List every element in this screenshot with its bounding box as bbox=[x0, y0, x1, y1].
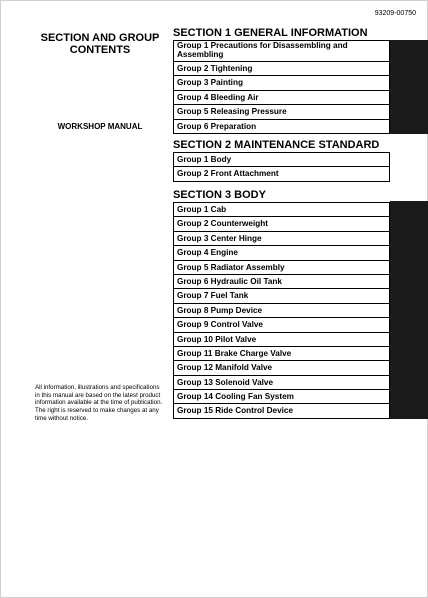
section-3-group-list bbox=[173, 202, 390, 419]
section-1-group-4[interactable]: Group 4 Bleeding Air bbox=[173, 90, 390, 104]
section-3-group-6[interactable]: Group 6 Hydraulic Oil Tank bbox=[173, 274, 390, 288]
section-3-group-2[interactable]: Group 2 Counterweight bbox=[173, 216, 390, 230]
disclaimer-notice: All information, illustrations and specifications in this manual are based on the latest product information available at the time of publication. The right is reserved to make changes at any time without notice. bbox=[35, 384, 163, 422]
section-1-index-tab bbox=[390, 40, 428, 134]
section-3-group-9[interactable]: Group 9 Control Valve bbox=[173, 317, 390, 331]
section-3-index-tab bbox=[390, 201, 428, 419]
section-3-group-13[interactable]: Group 13 Solenoid Valve bbox=[173, 375, 390, 389]
section-2-group-2[interactable]: Group 2 Front Attachment bbox=[173, 166, 390, 181]
section-3-group-3[interactable]: Group 3 Center Hinge bbox=[173, 231, 390, 245]
section-3-group-1[interactable]: Group 1 Cab bbox=[173, 202, 390, 216]
section-3-group-8[interactable]: Group 8 Pump Device bbox=[173, 303, 390, 317]
section-3-group-14[interactable]: Group 14 Cooling Fan System bbox=[173, 389, 390, 403]
section-2 bbox=[173, 138, 390, 182]
section-3 bbox=[173, 188, 390, 419]
section-3-title[interactable]: SECTION 3 BODY bbox=[173, 189, 266, 201]
section-1-group-5[interactable]: Group 5 Releasing Pressure bbox=[173, 104, 390, 118]
section-1 bbox=[173, 26, 390, 134]
section-3-group-4[interactable]: Group 4 Engine bbox=[173, 245, 390, 259]
section-3-group-5[interactable]: Group 5 Radiator Assembly bbox=[173, 260, 390, 274]
section-1-title[interactable]: SECTION 1 GENERAL INFORMATION bbox=[173, 27, 368, 39]
section-1-group-1[interactable]: Group 1 Precautions for Disassembling and Assembling bbox=[173, 40, 390, 61]
section-3-group-12[interactable]: Group 12 Manifold Valve bbox=[173, 360, 390, 374]
contents-title: SECTION AND GROUP CONTENTS bbox=[40, 32, 160, 56]
section-2-group-list bbox=[173, 152, 390, 182]
section-1-group-6[interactable]: Group 6 Preparation bbox=[173, 119, 390, 134]
section-1-group-list bbox=[173, 40, 390, 134]
section-2-title[interactable]: SECTION 2 MAINTENANCE STANDARD bbox=[173, 139, 380, 151]
document-number: 93209-00750 bbox=[374, 10, 416, 17]
section-3-group-15[interactable]: Group 15 Ride Control Device bbox=[173, 403, 390, 418]
section-1-group-2[interactable]: Group 2 Tightening bbox=[173, 61, 390, 75]
section-1-group-3[interactable]: Group 3 Painting bbox=[173, 75, 390, 89]
section-3-group-11[interactable]: Group 11 Brake Charge Valve bbox=[173, 346, 390, 360]
section-3-group-7[interactable]: Group 7 Fuel Tank bbox=[173, 288, 390, 302]
section-3-group-10[interactable]: Group 10 Pilot Valve bbox=[173, 332, 390, 346]
section-2-group-1[interactable]: Group 1 Body bbox=[173, 152, 390, 166]
manual-type-label: WORKSHOP MANUAL bbox=[57, 122, 143, 131]
